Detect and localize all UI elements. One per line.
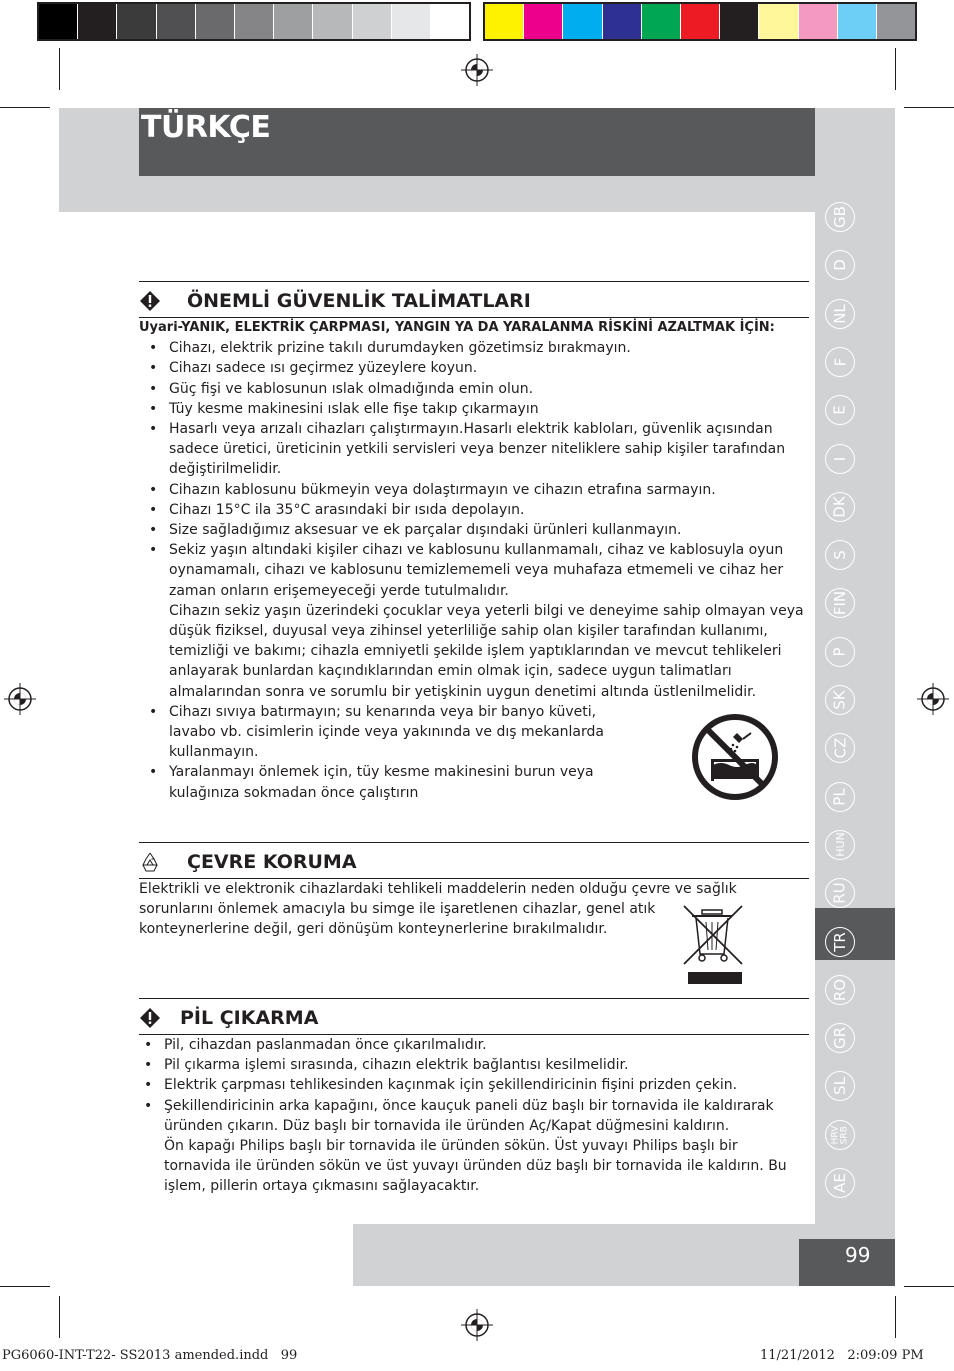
language-tab-label: CZ [831, 737, 849, 759]
language-tab-gb[interactable] [825, 202, 855, 232]
language-tab-label: E [830, 405, 849, 415]
battery-list [134, 1035, 804, 1136]
list-item: • Sekiz yaşın altındaki kişiler cihazı ve kablosunu kullanmamalı, cihaz ve kablosuyla oyun oynamamalı, cihazı ve kablosunu temizlememeli veya muhafaza etmemeli ve cihaz her zaman onların erişemeyeceği yerde tutulmalıdır. [139, 540, 804, 601]
list-item: • Tüy kesme makinesini ıslak elle fişe takıp çıkarmayın [139, 399, 804, 419]
language-tab-ru[interactable] [825, 878, 855, 908]
language-tab-label: GB [830, 206, 849, 228]
list-item: • Cihazı, elektrik prizine takılı durumdayken gözetimsiz bırakmayın. [139, 338, 804, 358]
language-tab-label: GR [830, 1027, 849, 1050]
list-item: • Hasarlı veya arızalı cihazları çalıştırmayın.Hasarlı elektrik kabloları, güvenlik açısından sadece üretici, üreticinin yetkili servisleri veya benzer niteliklere sahip kişiler tarafından değiştirilmelidir. [139, 419, 804, 480]
language-tab-label: HRV SRB [830, 1125, 849, 1145]
color-swatch [39, 4, 78, 39]
process-color-bar [483, 2, 917, 41]
language-tab-label: DK [830, 496, 849, 518]
language-tab-label: S [831, 550, 849, 560]
color-swatch [838, 4, 877, 39]
list-item: • Yaralanmayı önlemek için, tüy kesme makinesini burun veya kulağınıza sokmadan önce çalıştırın [139, 762, 639, 802]
language-tab-hrv-srb[interactable] [825, 1120, 855, 1150]
language-tab-label: D [831, 259, 849, 272]
battery-heading: PİL ÇIKARMA [180, 1007, 319, 1029]
language-tab-f[interactable] [825, 347, 855, 377]
no-water-use-icon [691, 713, 779, 801]
language-tab-i[interactable] [825, 444, 855, 474]
crop-mark [0, 107, 50, 108]
language-tab-label: I [831, 456, 849, 461]
registration-mark-icon [4, 683, 36, 715]
language-tab-tr[interactable] [825, 927, 855, 957]
section-rule [139, 281, 809, 282]
color-swatch [313, 4, 352, 39]
safety-warning: Uyari-YANIK, ELEKTRİK ÇARPMASI, YANGIN YA DA YARALANMA RİSKİNİ AZALTMAK İÇİN: [139, 320, 775, 335]
section-rule [139, 998, 809, 999]
list-item: • Size sağladığımız aksesuar ve ek parçalar dışındaki ürünleri kullanmayın. [139, 520, 804, 540]
list-item: • Cihazı sadece ısı geçirmez yüzeylere koyun. [139, 358, 804, 378]
language-tab-label: HUN [833, 832, 847, 858]
color-swatch [642, 4, 681, 39]
battery-paragraph: Ön kapağı Philips başlı bir tornavida ile üründen sökün. Üst yuvayı Philips başlı bir tornavida ile üründen sökün ve üst yuvayı üründen düz başlı bir tornavida ile kaldırın. Bu işlem, pillerin ortaya çıkmasını sağlayacaktır. [164, 1138, 787, 1195]
color-swatch [563, 4, 602, 39]
environment-heading: ÇEVRE KORUMA [187, 851, 357, 873]
color-swatch [353, 4, 392, 39]
color-swatch [485, 4, 524, 39]
language-tab-gr[interactable] [825, 1023, 855, 1053]
print-timestamp: 11/21/2012 2:09:09 PM [760, 1348, 924, 1363]
crop-mark [895, 1296, 896, 1338]
color-swatch [274, 4, 313, 39]
language-tab-p[interactable] [825, 637, 855, 667]
recycle-icon [139, 851, 161, 873]
battery-body [134, 1035, 804, 1197]
color-swatch [157, 4, 196, 39]
color-swatch [681, 4, 720, 39]
color-swatch [877, 4, 915, 39]
color-swatch [720, 4, 759, 39]
safety-paragraph: Cihazın sekiz yaşın üzerindeki çocuklar veya yeterli bilgi ve deneyime sahip olmayan veya düşük fiziksel, duyusal veya zihinsel yeterliliğe sahip olan kişiler tarafından kullanımı, temizliği ve bakımı; cihazla emniyetli şekilde işlem yaptıklarından ve mevcut tehlikeleri anlayarak bunlardan kaçındıklarından emin olmak için, sadece uygun talimatları almalarından sonra ve sorumlu bir yetişkinin uygun denetimi altında üstlenilmelidir. [169, 602, 804, 700]
language-tab-label: TR [831, 931, 849, 952]
color-swatch [117, 4, 156, 39]
crossed-bin-icon [680, 902, 746, 986]
language-tab-label: P [830, 647, 849, 657]
warning-icon [139, 290, 161, 312]
grayscale-color-bar [37, 2, 471, 41]
language-tab-label: PL [831, 787, 849, 806]
color-swatch [78, 4, 117, 39]
language-tab-sk[interactable] [825, 685, 855, 715]
crop-mark [0, 1286, 50, 1287]
registration-mark-icon [461, 1309, 493, 1341]
file-info: PG6060-INT-T22- SS2013 amended.indd 99 [2, 1348, 298, 1363]
color-swatch [431, 4, 469, 39]
crop-mark [904, 1286, 954, 1287]
page-title: TÜRKÇE [141, 110, 271, 145]
crop-mark [895, 48, 896, 90]
crop-mark [59, 48, 60, 90]
language-tab-e[interactable] [825, 395, 855, 425]
color-swatch [392, 4, 431, 39]
language-tab-dk[interactable] [825, 492, 855, 522]
language-tab-hun[interactable] [825, 830, 855, 860]
language-tab-ro[interactable] [825, 975, 855, 1005]
language-tab-label: AE [831, 1173, 849, 1193]
color-swatch [603, 4, 642, 39]
list-item: • Cihazı 15°C ila 35°C arasındaki bir ısıda depolayın. [139, 500, 804, 520]
environment-text: Elektrikli ve elektronik cihazlardaki tehlikeli maddelerin neden olduğu çevre ve sağlık sorunlarını önlemek amacıyla bu simge ile işaretlenen cihazlar, genel atık konteynerlerine değil, geri dönüşüm konteynerlerine bırakılmalıdır. [139, 881, 737, 938]
list-item: • Güç fişi ve kablosunun ıslak olmadığında emin olun. [139, 379, 804, 399]
registration-mark-icon [917, 683, 949, 715]
warning-icon [139, 1007, 161, 1029]
list-item: • Pil çıkarma işlemi sırasında, cihazın elektrik bağlantısı kesilmelidir. [134, 1055, 804, 1075]
section-rule [139, 842, 809, 843]
crop-mark [59, 1296, 60, 1338]
language-tab-label: F [830, 357, 849, 367]
list-item: • Cihazın kablosunu bükmeyin veya dolaştırmayın ve cihazın etrafına sarmayın. [139, 480, 804, 500]
language-tab-ae[interactable] [825, 1168, 855, 1198]
safety-heading: ÖNEMLİ GÜVENLİK TALİMATLARI [187, 290, 531, 312]
list-item: • Elektrik çarpması tehlikesinden kaçınmak için şekillendiricinin fişini prizden çekin. [134, 1075, 804, 1095]
registration-mark-icon [461, 54, 493, 86]
list-item: • Pil, cihazdan paslanmadan önce çıkarılmalıdır. [134, 1035, 804, 1055]
language-tab-label: RU [831, 882, 849, 904]
language-tab-nl[interactable] [825, 299, 855, 329]
safety-list [139, 338, 804, 601]
color-swatch [524, 4, 563, 39]
color-swatch [196, 4, 235, 39]
language-tab-label: RO [830, 978, 849, 1001]
language-tab-label: SL [830, 1077, 849, 1096]
language-tab-label: FIN [831, 591, 849, 616]
color-swatch [235, 4, 274, 39]
list-item: • Cihazı sıvıya batırmayın; su kenarında veya bir banyo küveti, lavabo vb. cisimlerin içinde veya yakınında ve dış mekanlarda kullanmayın. [139, 702, 639, 763]
language-tab-label: NL [830, 303, 849, 324]
page-number: 99 [845, 1243, 871, 1267]
list-item: • Şekillendiricinin arka kapağını, önce kauçuk paneli düz başlı bir tornavida ile kaldırarak üründen çıkarın. Düz başlı bir tornavida ile üründen Aç/Kapat düğmesini kaldırın. [134, 1096, 804, 1136]
crop-mark [904, 107, 954, 108]
color-swatch [799, 4, 838, 39]
color-swatch [759, 4, 798, 39]
language-tab-s[interactable] [825, 540, 855, 570]
language-tab-label: SK [830, 690, 849, 710]
language-tab-pl[interactable] [825, 782, 855, 812]
safety-list-2 [139, 702, 639, 803]
